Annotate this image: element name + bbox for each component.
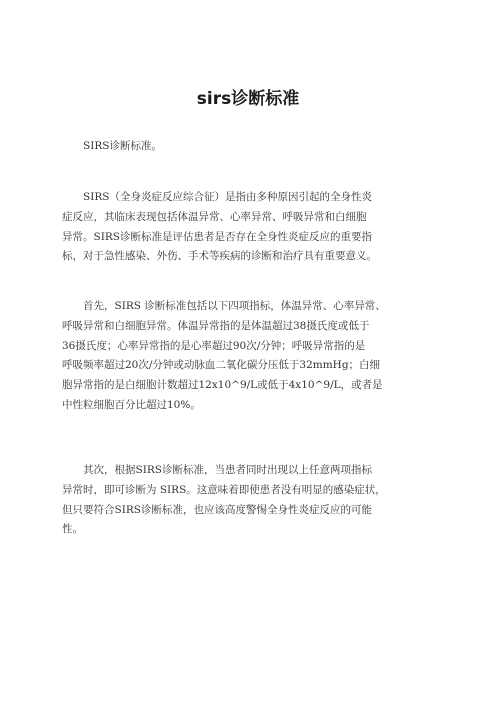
paragraph-line: 胞异常指的是白细胞计数超过12x10^9/L或低于4x10^9/L，或者是 — [62, 379, 383, 392]
paragraph-line: 36摄氏度；心率异常指的是心率超过90次/分钟；呼吸异常指的是 — [62, 339, 366, 352]
paragraph-line: 呼吸频率超过20次/分钟或动脉血二氧化碳分压低于32mmHg；白细 — [62, 359, 381, 372]
paragraph-line: SIRS诊断标准。 — [62, 140, 162, 152]
paragraph-criteria — [62, 297, 438, 416]
paragraph-line: 症反应，其临床表现包括体温异常、心率异常、呼吸异常和白细胞 — [62, 210, 367, 223]
paragraph-line: 中性粒细胞百分比超过10%。 — [62, 398, 201, 411]
paragraph-line: 但只要符合SIRS诊断标准，也应该高度警惕全身性炎症反应的可能 — [62, 503, 372, 516]
paragraph-line: 性。 — [62, 523, 83, 536]
paragraph-line: 异常时，即可诊断为 SIRS。这意味着即使患者没有明显的感染症状， — [62, 483, 386, 496]
paragraph-line: 首先，SIRS 诊断标准包括以下四项指标，体温异常、心率异常、 — [62, 300, 386, 312]
paragraph-line: 其次，根据SIRS诊断标准，当患者同时出现以上任意两项指标 — [62, 464, 372, 476]
paragraph-line: 呼吸异常和白细胞异常。体温异常指的是体温超过38摄氏度或低于 — [62, 319, 370, 332]
document-title: sirs诊断标准 — [196, 89, 300, 109]
paragraph-intro — [62, 137, 438, 157]
paragraph-line: 标，对于急性感染、外伤、手术等疾病的诊断和治疗具有重要意义。 — [62, 250, 377, 263]
paragraph-line: 异常。SIRS诊断标准是评估患者是否存在全身性炎症反应的重要指 — [62, 230, 372, 243]
paragraph-line: SIRS（全身炎症反应综合征）是指由多种原因引起的全身性炎 — [62, 191, 372, 203]
paragraph-definition — [62, 188, 438, 267]
paragraph-diagnosis — [62, 461, 438, 540]
